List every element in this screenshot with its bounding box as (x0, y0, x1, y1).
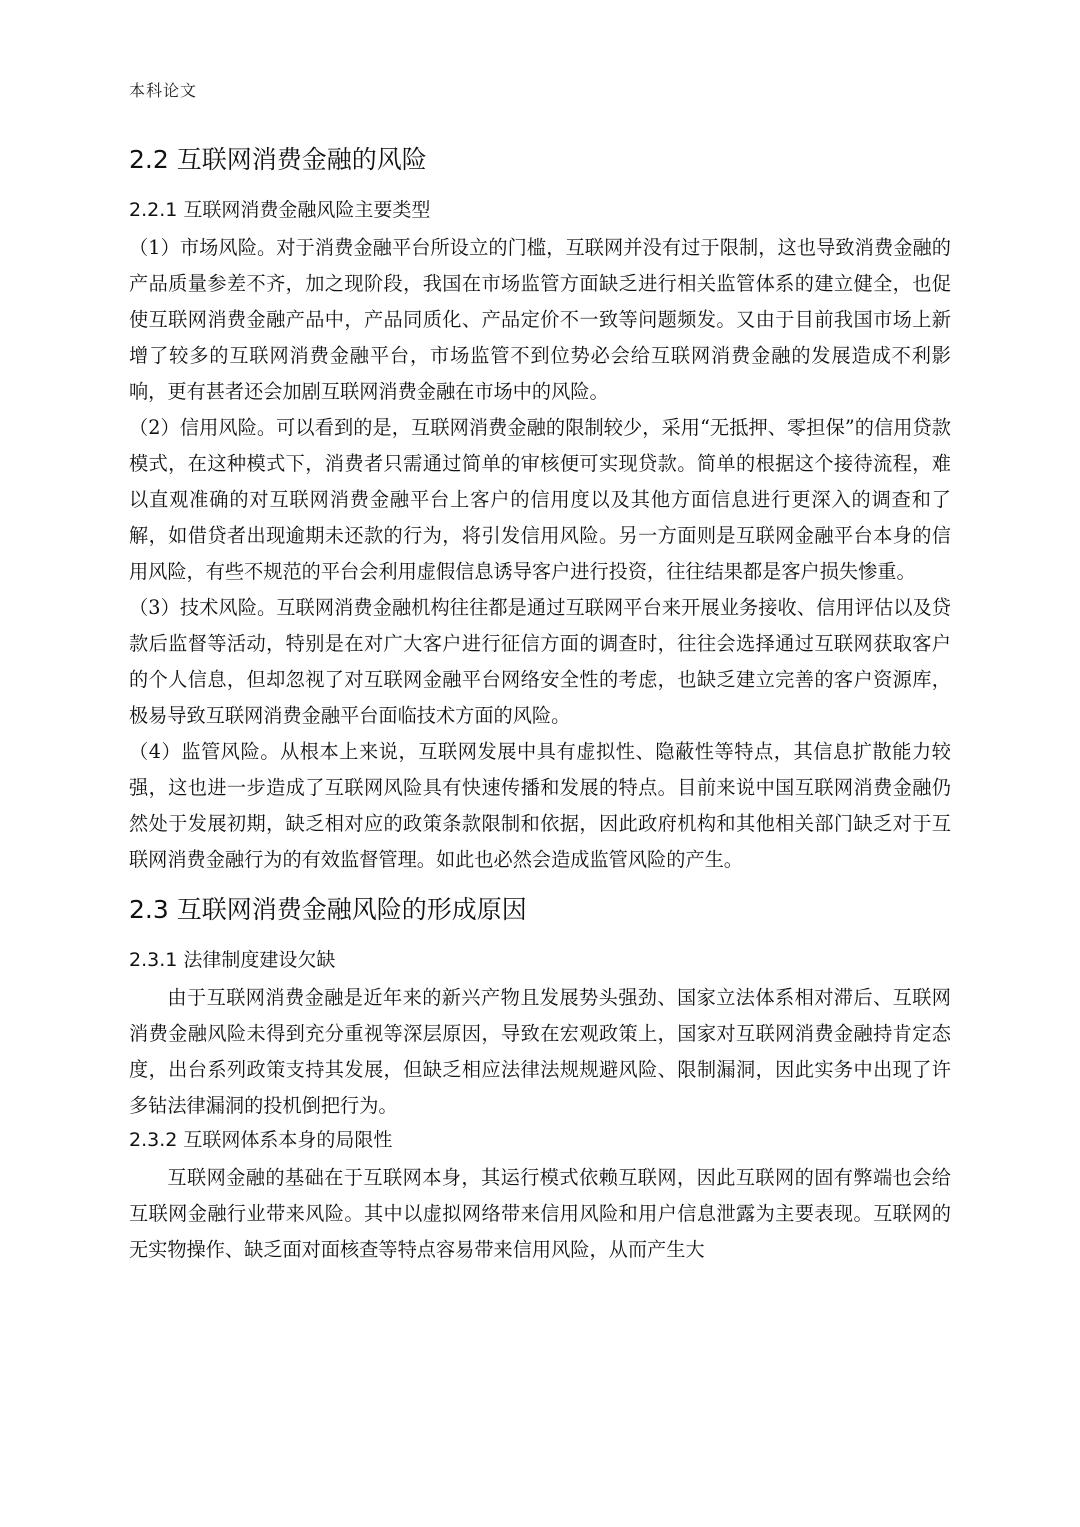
subsection-2-3-2-heading: 2.3.2 互联网体系本身的局限性 (129, 1129, 393, 1151)
section-2-2-heading: 2.2 互联网消费金融的风险 (129, 145, 427, 174)
running-header: 本科论文 (129, 81, 198, 100)
subsection-2-2-1-heading: 2.2.1 互联网消费金融风险主要类型 (129, 199, 431, 221)
paragraph-internet-limitations: 互联网金融的基础在于互联网本身，其运行模式依赖互联网，因此互联网的固有弊端也会给互联网金融行业带来风险。其中以虚拟网络带来信用风险和用户信息泄露为主要表现。互联网的无实物操作、缺乏面对面核查等特点容易带来信用风险，从而产生大 (129, 1166, 951, 1261)
paragraph-technical-risk: （3）技术风险。互联网消费金融机构往往都是通过互联网平台来开展业务接收、信用评估以及贷款后监督等活动，特别是在对广大客户进行征信方面的调查时，往往会选择通过互联网获取客户的个人信息，但却忽视了对互联网金融平台网络安全性的考虑，也缺乏建立完善的客户资源库，极易导致互联网消费金融平台面临技术方面的风险。 (129, 596, 951, 727)
page-content (129, 140, 951, 1268)
paragraph-market-risk: （1）市场风险。对于消费金融平台所设立的门槛，互联网并没有过于限制，这也导致消费金融的产品质量参差不齐，加之现阶段，我国在市场监管方面缺乏进行相关监管体系的建立健全，也促使互联网消费金融产品中，产品同质化、产品定价不一致等问题频发。又由于目前我国市场上新增了较多的互联网消费金融平台，市场监管不到位势必会给互联网消费金融的发展造成不利影响，更有甚者还会加剧互联网消费金融在市场中的风险。 (129, 236, 951, 403)
paragraph-legal-system: 由于互联网消费金融是近年来的新兴产物且发展势头强劲、国家立法体系相对滞后、互联网消费金融风险未得到充分重视等深层原因，导致在宏观政策上，国家对互联网消费金融持肯定态度，出台系列政策支持其发展，但缺乏相应法律法规规避风险、限制漏洞，因此实务中出现了许多钻法律漏洞的投机倒把行为。 (129, 986, 951, 1117)
section-2-3-heading: 2.3 互联网消费金融风险的形成原因 (129, 895, 527, 924)
paragraph-credit-risk: （2）信用风险。可以看到的是，互联网消费金融的限制较少，采用“无抵押、零担保”的信用贷款模式，在这种模式下，消费者只需通过简单的审核便可实现贷款。简单的根据这个接待流程，难以直观准确的对互联网消费金融平台上客户的信用度以及其他方面信息进行更深入的调查和了解，如借贷者出现逾期未还款的行为，将引发信用风险。另一方面则是互联网金融平台本身的信用风险，有些不规范的平台会利用虚假信息诱导客户进行投资，往往结果都是客户损失惨重。 (129, 416, 951, 583)
subsection-2-3-1-heading: 2.3.1 法律制度建设欠缺 (129, 949, 336, 971)
paragraph-regulatory-risk: （4）监管风险。从根本上来说，互联网发展中具有虚拟性、隐蔽性等特点，其信息扩散能力较强，这也进一步造成了互联网风险具有快速传播和发展的特点。目前来说中国互联网消费金融仍然处于发展初期，缺乏相对应的政策条款限制和依据，因此政府机构和其他相关部门缺乏对于互联网消费金融行为的有效监督管理。如此也必然会造成监管风险的产生。 (129, 740, 951, 871)
